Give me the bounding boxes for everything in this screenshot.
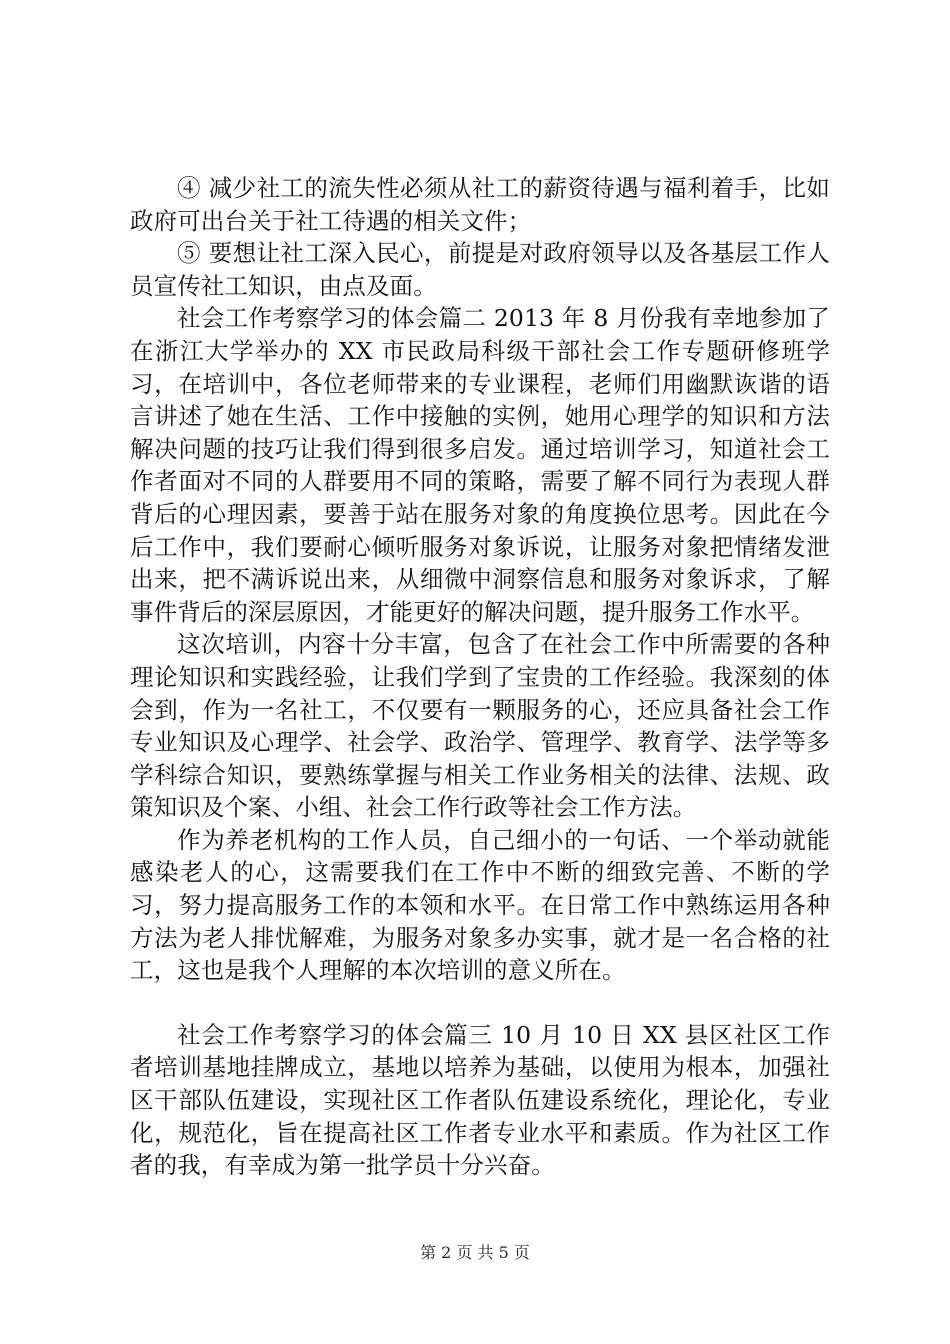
document-body <box>130 172 830 1182</box>
paragraph-item-4: ④ 减少社工的流失性必须从社工的薪资待遇与福利着手，比如政府可出台关于社工待遇的相关文件； <box>130 174 830 235</box>
paragraph-part-three: 社会工作考察学习的体会篇三 10 月 10 日 XX 县区社区工作者培训基地挂牌成立，基地以培养为基础，以使用为根本，加强社区干部队伍建设，实现社区工作者队伍建设系统化，理论化，专业化，规范化，旨在提高社区工作者专业水平和素质。作为社区工作者的我，有幸成为第一批学员十分兴奋。 <box>130 1020 830 1180</box>
page-number-footer: 第 2 页 共 5 页 <box>420 1243 530 1262</box>
paragraph-training-content: 这次培训，内容十分丰富，包含了在社会工作中所需要的各种理论知识和实践经验，让我们学到了宝贵的工作经验。我深刻的体会到，作为一名社工，不仅要有一颗服务的心，还应具备社会工作专业知识及心理学、社会学、政治学、管理学、教育学、法学等多学科综合知识，要熟练掌握与相关工作业务相关的法律、法规、政策知识及个案、小组、社会工作行政等社会工作方法。 <box>130 630 830 822</box>
paragraph-item-5: ⑤ 要想让社工深入民心，前提是对政府领导以及各基层工作人员宣传社工知识，由点及面。 <box>130 239 830 300</box>
paragraph-elderly-care: 作为养老机构的工作人员，自己细小的一句话、一个举动就能感染老人的心，这需要我们在工作中不断的细致完善、不断的学习，努力提高服务工作的本领和水平。在日常工作中熟练运用各种方法为老人排忧解难，为服务对象多办实事，就才是一名合格的社工，这也是我个人理解的本次培训的意义所在。 <box>130 825 830 985</box>
paragraph-part-two: 社会工作考察学习的体会篇二 2013 年 8 月份我有幸地参加了在浙江大学举办的 XX 市民政局科级干部社会工作专题研修班学习，在培训中，各位老师带来的专业课程，老师们用幽默诙谐的语言讲述了她在生活、工作中接触的实例，她用心理学的知识和方法解决问题的技巧让我们得到很多启发。通过培训学习，知道社会工作者面对不同的人群要用不同的策略，需要了解不同行为表现人群背后的心理因素，要善于站在服务对象的角度换位思考。因此在今后工作中，我们要耐心倾听服务对象诉说，让服务对象把情绪发泄出来，把不满诉说出来，从细微中洞察信息和服务对象诉求，了解事件背后的深层原因，才能更好的解决问题，提升服务工作水平。 <box>130 304 830 626</box>
